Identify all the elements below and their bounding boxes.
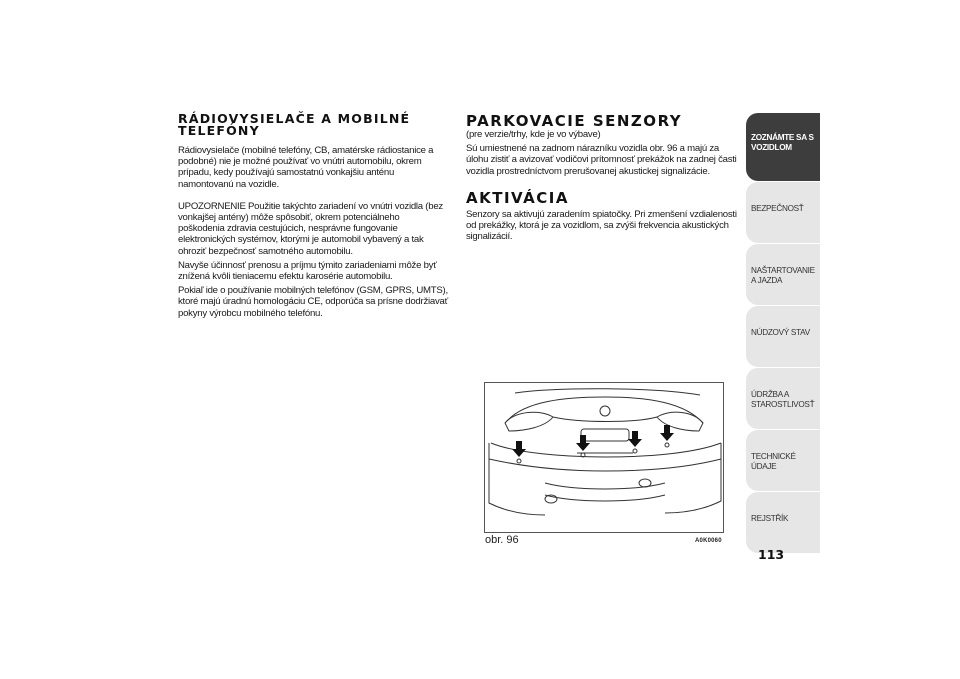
paragraph-radio-3: Navyše účinnosť prenosu a príjmu týmito zariadeniami môže byť znížená kvôli tieniacemu efektu karosérie automobilu. (178, 259, 437, 283)
tab-maintenance[interactable]: ÚDRŽBA A STAROSTLIVOSŤ (746, 368, 820, 429)
tab-get-to-know-vehicle[interactable]: ZOZNÁMTE SA S VOZIDLOM (746, 113, 820, 181)
paragraph-warning: UPOZORNENIE Použitie takýchto zariadení vo vnútri vozidla (bez vonkajšej antény) môže spôsobiť, okrem potenciálneho poškodenia zdravia cestujúcich, nesprávne fungovanie elektronických systémov, ktorými je automobil vybavený a tak ohroziť bezpečnosť samotného automobilu. (178, 200, 443, 257)
parking-sensors-subtitle: (pre verzie/trhy, kde je vo výbave) (466, 129, 601, 140)
figure-caption: obr. 96 (485, 534, 519, 546)
chapter-tabs (746, 113, 820, 554)
heading-activation: AKTIVÁCIA (466, 188, 569, 207)
parking-sensors-intro: Sú umiestnené na zadnom nárazníku vozidla obr. 96 a majú za úlohu zistiť a avizovať vodičovi prítomnosť prekážok na zadnej časti vozidla prostredníctvom prerušovanej akustickej signalizácie. (466, 143, 737, 177)
figure-code: A0K0060 (695, 538, 722, 544)
tab-technical-data[interactable]: TECHNICKÉ ÚDAJE (746, 430, 820, 491)
left-column (178, 113, 448, 319)
paragraph-radio-1: Rádiovysielače (mobilné telefóny, CB, amatérske rádiostanice a podobné) nie je možné používať vo vnútri automobilu, okrem prípadu, kedy používajú samostatnú vonkajšiu anténu namontovanú na vozidle. (178, 145, 434, 190)
heading-radio-transmitters: RÁDIOVYSIELAČE A MOBILNÉ TELEFÓNY (178, 111, 411, 138)
tab-safety[interactable]: BEZPEČNOSŤ (746, 182, 820, 243)
activation-text: Senzory sa aktivujú zaradením spiatočky. Pri zmenšení vzdialenosti od prekážky, ktorá je za vozidlom, sa zvýši frekvencia akustických signalizácií. (466, 208, 737, 243)
page-number: 113 (758, 547, 785, 562)
tab-starting-driving[interactable]: NAŠTARTOVANIE A JAZDA (746, 244, 820, 305)
figure-rear-bumper (484, 382, 724, 533)
paragraph-radio-4: Pokiaľ ide o používanie mobilných telefónov (GSM, GPRS, UMTS), ktoré majú úradnú homologáciu CE, odporúča sa prísne dodržiavať pokyny výrobcu mobilného telefónu. (178, 285, 448, 319)
tab-index[interactable]: REJSTŘÍK (746, 492, 820, 553)
tab-emergency[interactable]: NÚDZOVÝ STAV (746, 306, 820, 367)
heading-parking-sensors: PARKOVACIE SENZORY (466, 112, 683, 130)
rear-car-illustration (485, 383, 723, 532)
middle-column (466, 113, 738, 242)
